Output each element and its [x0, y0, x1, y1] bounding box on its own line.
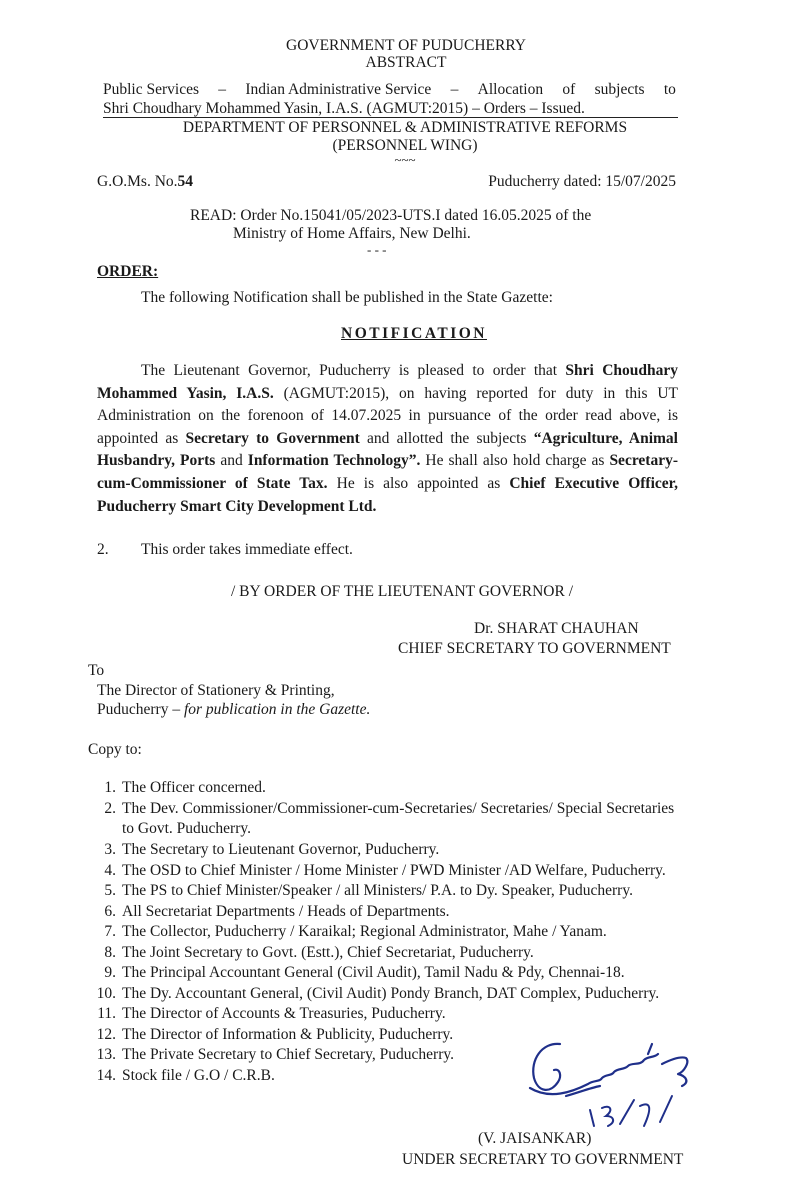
list-item-number: 6. — [104, 903, 116, 920]
list-item-number: 8. — [104, 944, 116, 961]
list-item-number: 5. — [104, 882, 116, 899]
list-item — [88, 963, 748, 983]
subject-line-1 — [103, 80, 676, 100]
dash-separator: - - - — [367, 242, 387, 257]
to-line-2 — [97, 700, 370, 720]
list-item — [88, 902, 748, 922]
signatory-name: Dr. SHARAT CHAUHAN — [474, 620, 639, 637]
list-item-number: 13. — [96, 1046, 116, 1063]
list-item-text: The Secretary to Lieutenant Governor, Puducherry. — [122, 841, 440, 858]
ceo-appointment: Chief Executive Officer, Puducherry Smart City Development Ltd. — [97, 474, 678, 515]
para-text: He is also appointed as — [327, 474, 510, 492]
list-item-number: 7. — [104, 923, 116, 940]
list-item-continuation: to Govt. Puducherry. — [122, 820, 252, 837]
go-label: G.O.Ms. No. — [97, 173, 178, 190]
abstract-label: ABSTRACT — [365, 54, 447, 71]
list-item-text: All Secretariat Departments / Heads of Departments. — [122, 903, 450, 920]
list-item-text: The PS to Chief Minister/Speaker / all Ministers/ P.A. to Dy. Speaker, Puducherry. — [122, 882, 633, 899]
list-item-number: 10. — [96, 985, 116, 1002]
list-item-text: The Director of Information & Publicity, Puducherry. — [122, 1026, 454, 1043]
para-text: (AGMUT:2015), on having reported for duty in this UT Administration on the forenoon of 14.07.2025 in pursuance of the order read above, is appointed as — [97, 384, 678, 447]
para-2-number: 2. — [97, 541, 109, 558]
list-item-number: 2. — [104, 800, 116, 817]
subject-word: to — [663, 81, 676, 98]
list-item-number: 11. — [97, 1005, 116, 1022]
list-item-number: 3. — [104, 841, 116, 858]
list-item-text: The Director of Accounts & Treasuries, Puducherry. — [122, 1005, 446, 1022]
signatory-title: CHIEF SECRETARY TO GOVERNMENT — [398, 640, 671, 657]
read-line-1: READ: Order No.15041/05/2023-UTS.I dated 16.05.2025 of the — [190, 207, 592, 224]
list-item — [88, 840, 748, 860]
govt-title: GOVERNMENT OF PUDUCHERRY — [286, 37, 526, 54]
order-date: Puducherry dated: 15/07/2025 — [488, 173, 676, 190]
para-text: and — [215, 452, 248, 470]
to-line-1: The Director of Stationery & Printing, — [97, 682, 335, 699]
to-label: To — [88, 662, 105, 679]
appointment-title: Secretary to Government — [185, 429, 360, 447]
list-item — [88, 943, 748, 963]
list-item — [88, 778, 748, 798]
list-item-number: 1. — [104, 779, 116, 796]
list-item-text: Stock file / G.O / C.R.B. — [122, 1067, 275, 1084]
list-item-text: The Collector, Puducherry / Karaikal; Regional Administrator, Mahe / Yanam. — [122, 923, 607, 940]
go-number — [97, 172, 193, 192]
para-2-text: This order takes immediate effect. — [141, 541, 353, 558]
para-text: He shall also hold charge as — [420, 452, 610, 470]
under-secretary-title: UNDER SECRETARY TO GOVERNMENT — [402, 1151, 684, 1168]
notification-heading: NOTIFICATION — [341, 325, 487, 342]
handwritten-date: 15/7/25 — [660, 1050, 664, 1051]
wing-name: (PERSONNEL WING) — [332, 137, 478, 154]
list-item-number: 9. — [104, 964, 116, 981]
list-item — [88, 881, 748, 901]
list-item — [88, 861, 748, 881]
list-item-text: The Officer concerned. — [122, 779, 266, 796]
para-text: and allotted the subjects — [359, 429, 534, 447]
list-item — [88, 922, 748, 942]
subject-line-2: Shri Choudhary Mohammed Yasin, I.A.S. (AGMUT:2015) – Orders – Issued. — [103, 100, 585, 117]
subjects-allotted: Information Technology”. — [247, 452, 421, 470]
subject-word: Public Services — [103, 81, 199, 98]
subjects-allotted: “Agriculture, Animal Husbandry, Ports — [97, 429, 678, 470]
list-item-number: 4. — [104, 862, 116, 879]
notification-paragraph — [97, 360, 678, 518]
by-order-line: / BY ORDER OF THE LIEUTENANT GOVERNOR / — [231, 583, 573, 600]
list-item — [88, 799, 748, 837]
subject-word: of — [562, 81, 576, 98]
order-intro: The following Notification shall be published in the State Gazette: — [141, 289, 553, 306]
tilde-separator: ~~~ — [394, 152, 416, 167]
list-item-text: The Dy. Accountant General, (Civil Audit) Pondy Branch, DAT Complex, Puducherry. — [122, 985, 660, 1002]
list-item-text: The Joint Secretary to Govt. (Estt.), Chief Secretariat, Puducherry. — [122, 944, 534, 961]
handwritten-signature — [520, 1030, 710, 1130]
subject-word: – — [450, 81, 459, 98]
copy-to-label: Copy to: — [88, 741, 142, 758]
subject-word: Allocation — [477, 81, 544, 98]
officer-name: Shri Choudhary Mohammed Yasin, I.A.S. — [97, 362, 679, 402]
subject-word: – — [218, 81, 227, 98]
order-heading: ORDER: — [97, 263, 159, 280]
list-item-text: The Principal Accountant General (Civil Audit), Tamil Nadu & Pdy, Chennai-18. — [122, 964, 625, 981]
department-name: DEPARTMENT OF PERSONNEL & ADMINISTRATIVE REFORMS — [182, 119, 628, 136]
subject-word: Indian Administrative Service — [245, 81, 432, 98]
read-line-2: Ministry of Home Affairs, New Delhi. — [233, 225, 471, 242]
list-item-text: The OSD to Chief Minister / Home Minister / PWD Minister /AD Welfare, Puducherry. — [122, 862, 666, 879]
to-city: Puducherry — [97, 701, 169, 718]
list-item-text: The Private Secretary to Chief Secretary, Puducherry. — [122, 1046, 454, 1063]
list-item-number: 12. — [96, 1026, 116, 1043]
additional-charge: Secretary-cum-Commissioner of State Tax. — [97, 452, 678, 492]
list-item-number: 14. — [96, 1067, 116, 1084]
para-text: The Lieutenant Governor, Puducherry is pleased to order that — [141, 362, 566, 379]
list-item — [88, 984, 748, 1004]
list-item-text: The Dev. Commissioner/Commissioner-cum-Secretaries/ Secretaries/ Special Secretaries — [122, 800, 675, 817]
subject-word: subjects — [594, 81, 645, 98]
under-secretary-name: (V. JAISANKAR) — [478, 1130, 592, 1147]
list-item — [88, 1004, 748, 1024]
to-purpose: – for publication in the Gazette. — [168, 701, 371, 718]
go-number-value: 54 — [177, 173, 194, 190]
